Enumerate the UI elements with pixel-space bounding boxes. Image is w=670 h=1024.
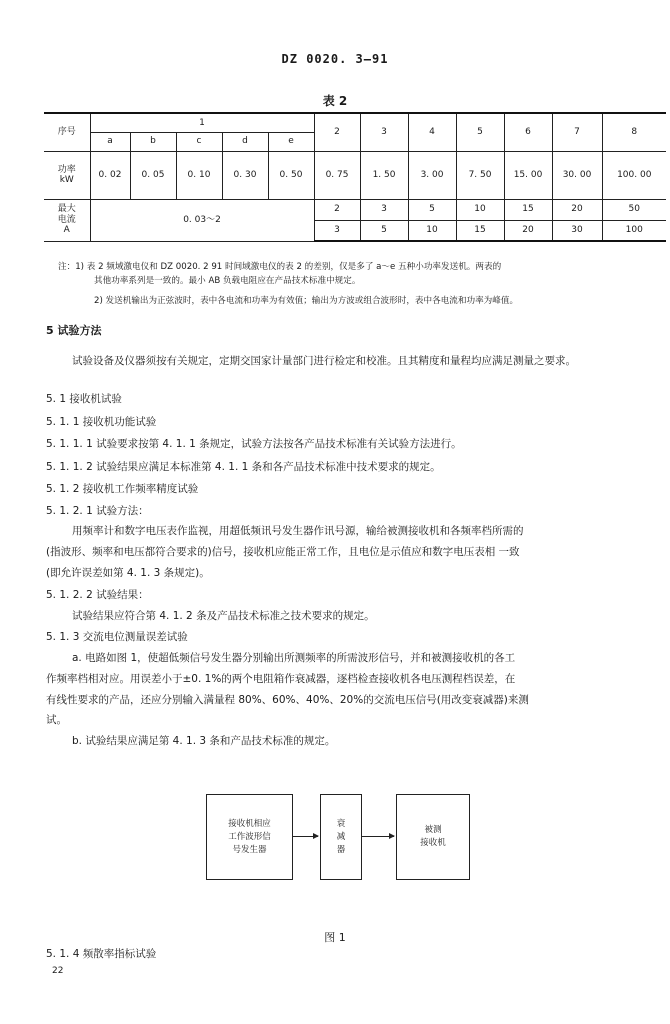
row-label-max-current: 最大 电流 A xyxy=(44,199,90,241)
table-note-1: 注：1) 表 2 频域激电仪和 DZ 0020. 2 91 时间域激电仪的表 2 的差别，仅是多了 a～e 五种小功率发送机。两表的 xyxy=(58,262,502,272)
signal-generator-box: 接收机相应 工作波形信 号发生器 xyxy=(206,794,293,880)
clause-5-1: 5. 1 接收机试验 xyxy=(46,393,122,405)
header-col-8: 8 xyxy=(602,113,666,151)
current-r1-col-7: 20 xyxy=(552,199,602,220)
current-r2-col-5: 15 xyxy=(456,220,504,241)
arrow-generator-to-attenuator xyxy=(292,836,318,837)
header-col-2: 2 xyxy=(314,113,360,151)
paragraph-5-1-2-1-line3: (即允许误差如第 4. 1. 3 条规定)。 xyxy=(46,567,210,579)
page-number: 22 xyxy=(52,966,64,976)
clause-5-1-3: 5. 1. 3 交流电位测量误差试验 xyxy=(46,631,188,643)
power-b: 0. 05 xyxy=(130,151,176,199)
power-e: 0. 50 xyxy=(268,151,314,199)
clause-5-1-2-2: 5. 1. 2. 2 试验结果： xyxy=(46,589,149,601)
current-r2-col-7: 30 xyxy=(552,220,602,241)
header-col-4: 4 xyxy=(408,113,456,151)
table-note-1-continued: 其他功率系列是一致的。最小 AB 负载电阻应在产品技术标准中规定。 xyxy=(94,276,361,286)
header-col-7: 7 xyxy=(552,113,602,151)
item-b: b. 试验结果应满足第 4. 1. 3 条和产品技术标准的规定。 xyxy=(72,735,336,747)
subheader-b: b xyxy=(130,132,176,151)
table-title: 表 2 xyxy=(322,94,348,108)
current-r1-col-8: 50 xyxy=(602,199,666,220)
clause-5-1-1-2: 5. 1. 1. 2 试验结果应满足本标准第 4. 1. 1 条和各产品技术标准中技术要求的规定。 xyxy=(46,461,441,473)
item-a-line4: 试。 xyxy=(46,714,67,726)
table-2 xyxy=(44,112,666,242)
figure-1-circuit-diagram xyxy=(200,788,470,888)
table-note-2: 2) 发送机输出为正弦波时，表中各电流和功率为有效值；输出为方波或组合波形时，表中各电流和功率为峰值。 xyxy=(94,296,519,306)
arrow-attenuator-to-receiver xyxy=(361,836,394,837)
current-r2-col-6: 20 xyxy=(504,220,552,241)
header-seq: 序号 xyxy=(44,113,90,151)
power-c: 0. 10 xyxy=(176,151,222,199)
subheader-c: c xyxy=(176,132,222,151)
paragraph-5-1-2-1-line1: 用频率计和数字电压表作监视，用超低频讯号发生器作讯号源，输给被测接收机和各频率档所需的 xyxy=(72,525,524,537)
current-r1-col-3: 3 xyxy=(360,199,408,220)
header-col-5: 5 xyxy=(456,113,504,151)
power-col-6: 15. 00 xyxy=(504,151,552,199)
power-col-7: 30. 00 xyxy=(552,151,602,199)
current-r1-col-6: 15 xyxy=(504,199,552,220)
subheader-a: a xyxy=(90,132,130,151)
power-col-3: 1. 50 xyxy=(360,151,408,199)
power-col-4: 3. 00 xyxy=(408,151,456,199)
current-group-1: 0. 03～2 xyxy=(90,199,314,241)
item-a-line2: 作频率档相对应。用误差小于±0. 1%的两个电阻箱作衰减器，逐档检查接收机各电压测程档误差，在 xyxy=(46,673,516,685)
current-r2-col-3: 5 xyxy=(360,220,408,241)
document-code-header: DZ 0020. 3—91 xyxy=(281,52,389,66)
current-r1-col-5: 10 xyxy=(456,199,504,220)
power-col-8: 100. 00 xyxy=(602,151,666,199)
paragraph-5-1-2-2: 试验结果应符合第 4. 1. 2 条及产品技术标准之技术要求的规定。 xyxy=(72,610,375,622)
power-col-5: 7. 50 xyxy=(456,151,504,199)
clause-5-1-2-1: 5. 1. 2. 1 试验方法： xyxy=(46,505,149,517)
current-r2-col-8: 100 xyxy=(602,220,666,241)
current-r2-col-2: 3 xyxy=(314,220,360,241)
section-5-intro: 试验设备及仪器须按有关规定，定期交国家计量部门进行检定和校准。且其精度和量程均应满足测量之要求。 xyxy=(72,355,576,367)
section-5-heading: 5 试验方法 xyxy=(46,324,102,337)
header-group-1: 1 xyxy=(90,113,314,132)
power-col-2: 0. 75 xyxy=(314,151,360,199)
subheader-e: e xyxy=(268,132,314,151)
clause-5-1-2: 5. 1. 2 接收机工作频率精度试验 xyxy=(46,483,199,495)
figure-1-caption: 图 1 xyxy=(324,931,346,944)
row-label-power: 功率 kW xyxy=(44,151,90,199)
current-r2-col-4: 10 xyxy=(408,220,456,241)
item-a-line1: a. 电路如图 1，使超低频信号发生器分别输出所测频率的所需波形信号，并和被测接收机的各工 xyxy=(72,652,516,664)
subheader-d: d xyxy=(222,132,268,151)
item-a-line3: 有线性要求的产品，还应分别输入满量程 80%、60%、40%、20%的交流电压信号(用改变衰减器)来测 xyxy=(46,694,529,706)
current-r1-col-4: 5 xyxy=(408,199,456,220)
clause-5-1-1-1: 5. 1. 1. 1 试验要求按第 4. 1. 1 条规定，试验方法按各产品技术标准有关试验方法进行。 xyxy=(46,438,462,450)
header-col-6: 6 xyxy=(504,113,552,151)
attenuator-box: 衰 减 器 xyxy=(320,794,362,880)
paragraph-5-1-2-1-line2: (指波形、频率和电压都符合要求的)信号，接收机应能正常工作，且电位是示值应和数字电压表相 一致 xyxy=(46,546,520,558)
power-a: 0. 02 xyxy=(90,151,130,199)
clause-5-1-1: 5. 1. 1 接收机功能试验 xyxy=(46,416,157,428)
power-d: 0. 30 xyxy=(222,151,268,199)
header-col-3: 3 xyxy=(360,113,408,151)
clause-5-1-4: 5. 1. 4 频散率指标试验 xyxy=(46,948,157,960)
current-r1-col-2: 2 xyxy=(314,199,360,220)
receiver-under-test-box: 被测 接收机 xyxy=(396,794,470,880)
